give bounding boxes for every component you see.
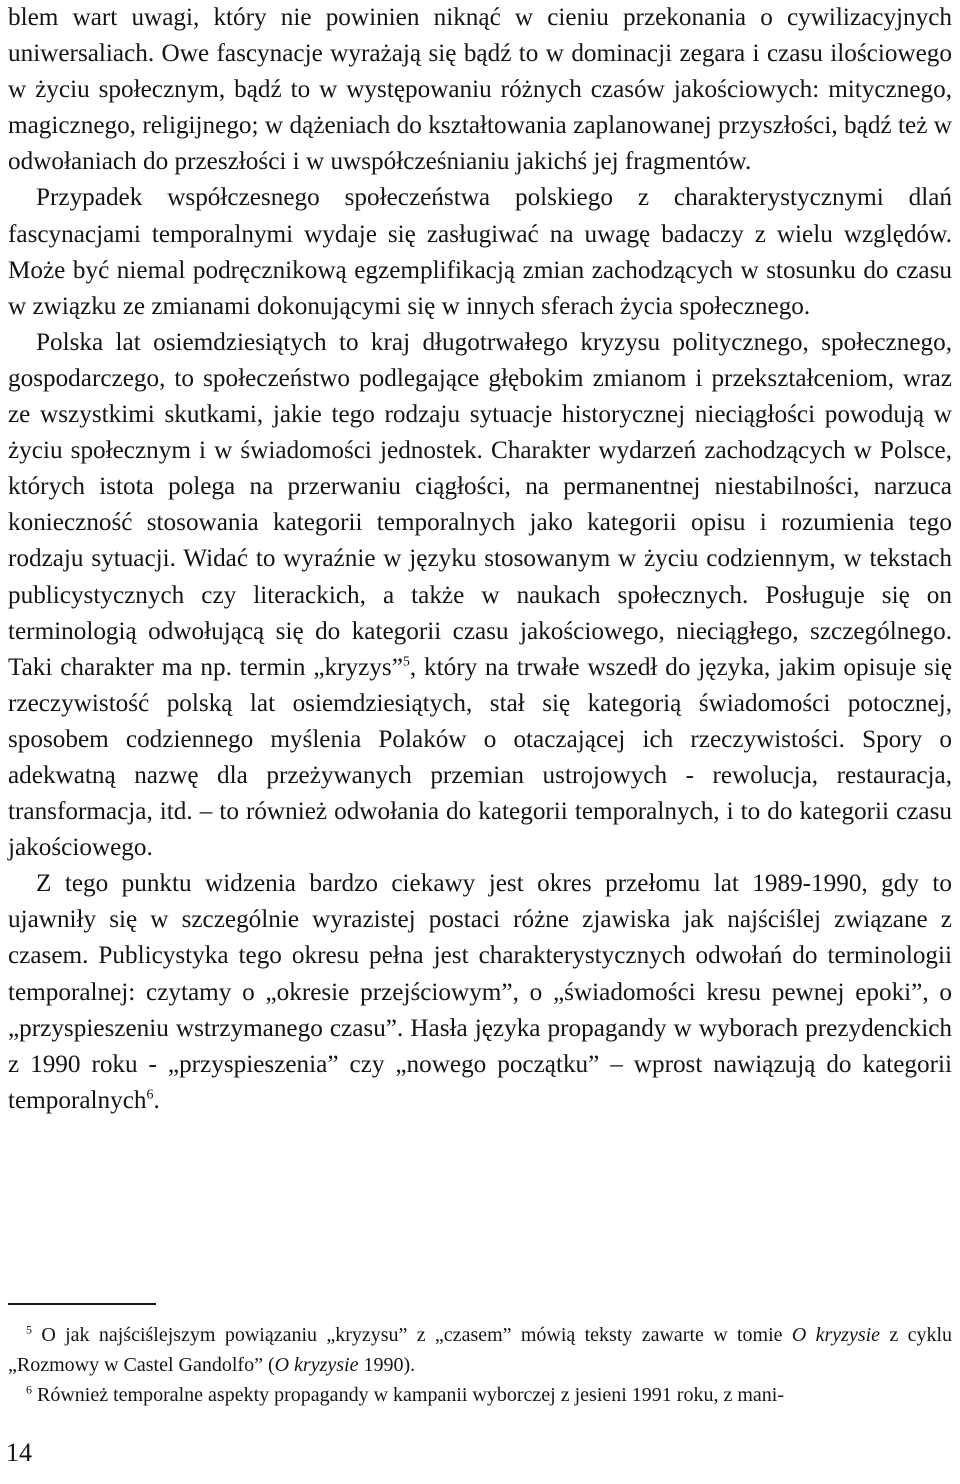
paragraph-4 (8, 866, 952, 1119)
footnote-mark-6: 6 (26, 1382, 32, 1397)
footnote-6 (8, 1380, 952, 1410)
footnote-5-title-a: O kryzysie (791, 1324, 881, 1346)
footnote-5-text-a: O jak najściślejszym powiązaniu „kryzysu” z „czasem” mówią teksty zawarte w tomie (32, 1324, 792, 1346)
paragraph-1: blem wart uwagi, który nie powinien niknąć w cieniu przekonania o cywilizacyjnych uniwersaliach. Owe fascynacje wyrażają się bądź to w dominacji zegara i czasu ilościowego w życiu społecznym, bądź to w występowaniu różnych czasów jakościowych: mitycznego, magicznego, religijnego; w dążeniach do kształtowania zaplanowanej przyszłości, bądź też w odwołaniach do przeszłości i w uwspółcześnianiu jakichś jej fragmentów. (8, 4, 952, 176)
footnote-5-text-c: 1990). (358, 1354, 416, 1376)
paragraph-4-part-a: Z tego punktu widzenia bardzo ciekawy jest okres przełomu lat 1989-1990, gdy to ujawniły się w szczególnie wyrazistej postaci różne zjawiska jak najściślej związane z czasem. Publicystyka tego okresu pełna jest charakterystycznych odwołań do terminologii temporalnej: czytamy o „okresie przejściowym”, o „świadomości kresu pewnej epoki”, o „przyspieszeniu wstrzymanego czasu”. Hasła języka propagandy w wyborach prezydenckich z 1990 roku - „przyspieszenia” czy „nowego początku” – wprost nawiązują do kategorii temporalnych (8, 870, 952, 1114)
main-text (8, 0, 952, 1119)
paragraph-3 (8, 325, 952, 866)
footnote-6-text: Również temporalne aspekty propagandy w kampanii wyborczej z jesieni 1991 roku, z mani- (32, 1384, 784, 1406)
footnote-5-text-b: z cyklu „Rozmowy w Castel Gandolfo” ( (8, 1324, 953, 1376)
footnote-ref-6[interactable]: 6 (146, 1087, 154, 1103)
paragraph-3-part-b: , który na trwałe wszedł do języka, jakim opisuje się rzeczywistość polską lat osiemdziesiątych, stał się kategorią świadomości potocznej, sposobem codziennego myślenia Polaków o otaczającej ich rzeczywistości. Spory o adekwatną nazwę dla przeżywanych przemian ustrojowych - rewolucja, restauracja, transformacja, itd. – to również odwołania do kategorii temporalnych, i to do kategorii czasu jakościowego. (8, 653, 952, 862)
footnote-separator (8, 1303, 156, 1305)
page-number: 14 (6, 1438, 32, 1467)
footnote-5 (8, 1320, 952, 1380)
footnote-5-title-b: O kryzysie (274, 1354, 359, 1376)
footnote-ref-5[interactable]: 5 (402, 654, 410, 670)
paragraph-4-part-b: . (153, 1086, 160, 1114)
footnote-mark-5: 5 (26, 1322, 32, 1337)
paragraph-2: Przypadek współczesnego społeczeństwa polskiego z charakterystycznymi dlań fascynacjami temporalnymi wydaje się zasługiwać na uwagę badaczy z wielu względów. Może być niemal podręcznikową egzemplifikacją zmian zachodzących w stosunku do czasu w związku ze zmianami dokonującymi się w innych sferach życia społecznego. (8, 184, 952, 320)
paragraph-3-part-a: Polska lat osiemdziesiątych to kraj długotrwałego kryzysu politycznego, społecznego, gospodarczego, to społeczeństwo podlegające głębokim zmianom i przekształceniom, wraz ze wszystkimi skutkami, jakie tego rodzaju sytuacje historycznej nieciągłości powodują w życiu społecznym i w świadomości jednostek. Charakter wydarzeń zachodzących w Polsce, których istota polega na przerwaniu ciągłości, na permanentnej niestabilności, narzuca konieczność stosowania kategorii temporalnych jako kategorii opisu i rozumienia tego rodzaju sytuacji. Widać to wyraźnie w języku stosowanym w życiu codziennym, w tekstach publicystycznych czy literackich, a także w naukach społecznych. Posługuje się on terminologią odwołującą się do kategorii czasu jakościowego, nieciągłego, szczególnego. Taki charakter ma np. termin „kryzys” (8, 328, 952, 681)
footnotes (8, 1320, 952, 1410)
